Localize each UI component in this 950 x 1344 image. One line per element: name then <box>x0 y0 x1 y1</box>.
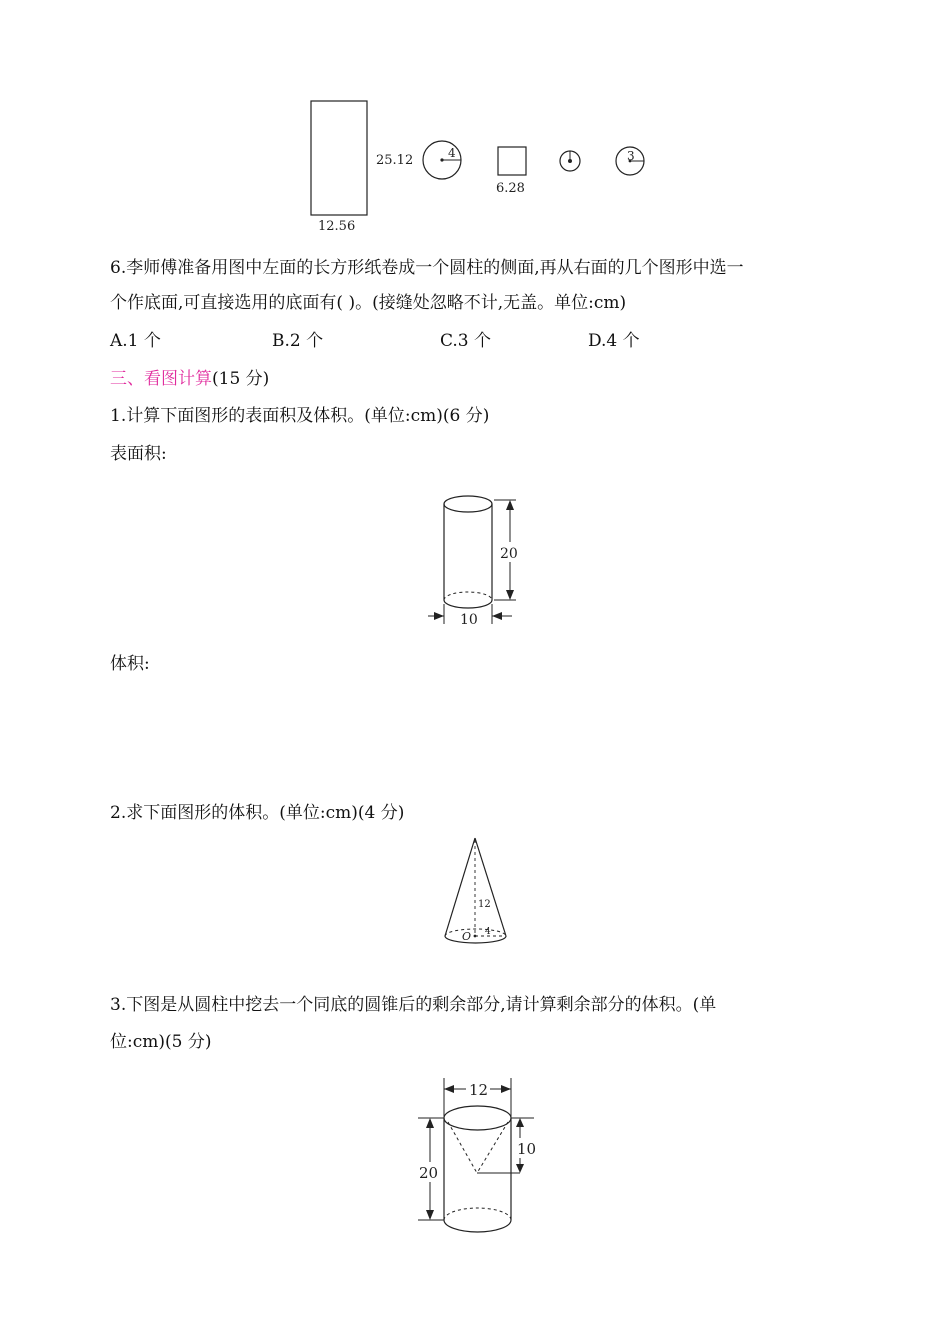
circle1-label: 4 <box>448 146 456 160</box>
p3-line1: 3.下图是从圆柱中挖去一个同底的圆锥后的剩余部分,请计算剩余部分的体积。(单 <box>110 995 717 1015</box>
p2-radius-label: 4 <box>485 927 491 937</box>
square-label: 6.28 <box>496 181 525 196</box>
p1-text: 1.计算下面图形的表面积及体积。(单位:cm)(6 分) <box>110 406 490 426</box>
p1-diameter-label: 10 <box>460 612 478 628</box>
p2-center-label: O <box>462 930 472 943</box>
p1-surface-label: 表面积: <box>110 444 167 464</box>
p2-text: 2.求下面图形的体积。(单位:cm)(4 分) <box>110 803 405 823</box>
rect-width-label: 12.56 <box>318 219 356 234</box>
p3-cone-height-label: 10 <box>517 1140 537 1158</box>
q6-option-b: B.2 个 <box>272 331 324 351</box>
p3-diameter-label: 12 <box>469 1081 489 1099</box>
q6-line1: 6.李师傅准备用图中左面的长方形纸卷成一个圆柱的侧面,再从右面的几个图形中选一 <box>110 258 744 278</box>
section3-title: 三、看图计算 <box>110 369 212 389</box>
q6-option-c: C.3 个 <box>440 331 492 351</box>
rect-height-label: 25.12 <box>376 153 414 168</box>
q6-option-a: A.1 个 <box>110 331 161 351</box>
q6-line2: 个作底面,可直接选用的底面有( )。(接缝处忽略不计,无盖。单位:cm) <box>110 293 627 313</box>
p1-volume-label: 体积: <box>110 654 150 674</box>
circle4-label: 3 <box>627 149 635 163</box>
p3-line2: 位:cm)(5 分) <box>110 1032 212 1052</box>
q6-option-d: D.4 个 <box>588 331 640 351</box>
p3-height-label: 20 <box>419 1164 439 1182</box>
section3-score: (15 分) <box>212 369 270 389</box>
p2-height-label: 12 <box>478 899 491 910</box>
p1-height-label: 20 <box>500 546 518 562</box>
